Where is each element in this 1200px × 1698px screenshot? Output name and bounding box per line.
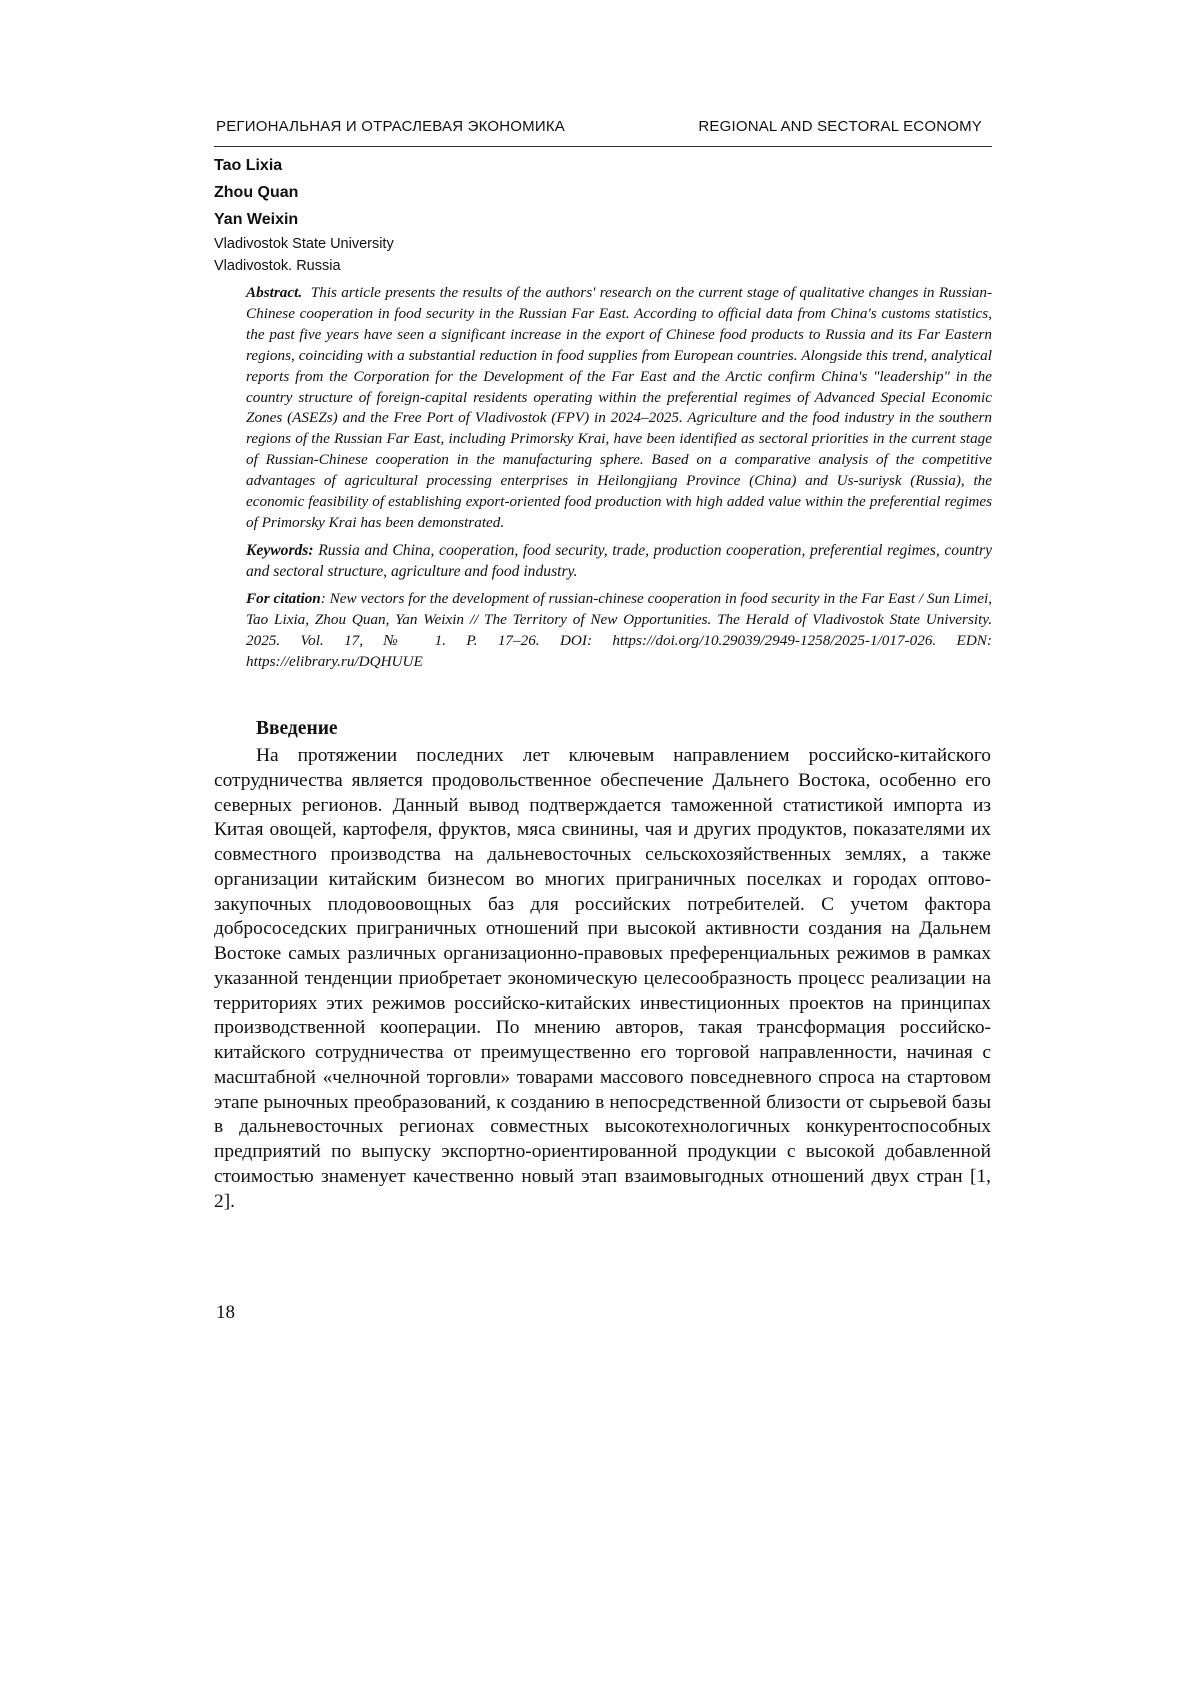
page-number: 18 [216,1302,235,1324]
keywords-label: Keywords: [246,542,314,559]
keywords-paragraph [246,540,992,583]
author-block [214,152,914,277]
body-paragraph: На протяжении последних лет ключевым направлением российско-китайского сотрудничества является продовольственное обеспечение Дальнего Востока, особенно его северных регионов. Данный вывод подтверждается таможенной статистикой импорта из Китая овощей, картофеля, фруктов, мяса свинины, чая и других продуктов, показателями их совместного производства на дальневосточных сельскохозяйственных землях, а также организации китайским бизнесом во многих приграничных поселках и городах оптово-закупочных плодовоовощных баз для российских потребителей. С учетом фактора добрососедских приграничных отношений при высокой активности создания на Дальнем Востоке самых различных организационно-правовых преференциальных режимов в рамках указанной тенденции приобретает экономическую целесообразность процесс реализации на территориях этих режимов российско-китайских инвестиционных проектов на принципах производственной кооперации. По мнению авторов, такая трансформация российско-китайского сотрудничества от преимущественно его торговой направленности, начиная с масштабной «челночной торговли» товарами массового повседневного спроса на стартовом этапе рыночных преобразований, к созданию в непосредственной близости от сырьевой базы в дальневосточных регионах совместных высокотехнологичных конкурентоспособных предприятий по выпуску экспортно-ориентированной продукции с высокой добавленной стоимостью знаменует качественно новый этап взаимовыгодных отношений двух стран [1, 2]. [214,744,991,1214]
citation-paragraph [246,589,992,673]
author-name: Zhou Quan [214,179,914,206]
abstract-label: Abstract. [246,284,302,301]
section-heading: Введение [256,718,338,740]
affiliation-university: Vladivostok State University [214,233,914,255]
running-header [214,116,992,147]
abstract-block [246,283,992,679]
author-name: Yan Weixin [214,206,914,233]
journal-page [0,0,1200,1698]
abstract-paragraph [246,283,992,534]
affiliation-city: Vladivostok. Russia [214,255,914,277]
author-name: Tao Lixia [214,152,914,179]
keywords-text: Russia and China, cooperation, food security, trade, production cooperation, preferential regimes, country and sectoral structure, agriculture and food industry. [246,542,992,581]
header-right: REGIONAL AND SECTORAL ECONOMY [698,118,982,135]
citation-label: For citation [246,590,321,607]
abstract-text: This article presents the results of the authors' research on the current stage of qualitative changes in Russian-Chinese cooperation in food security in the Russian Far East. According to official data from China's customs statistics, the past five years have seen a significant increase in the export of Chinese food products to Russia and its Far Eastern regions, coinciding with a substantial reduction in food supplies from European countries. Alongside this trend, analytical reports from the Corporation for the Development of the Far East and the Arctic confirm China's "leadership" in the country structure of foreign-capital residents operating within the preferential regimes of Advanced Special Economic Zones (ASEZs) and the Free Port of Vladivostok (FPV) in 2024–2025. Agriculture and the food industry in the southern regions of the Russian Far East, including Primorsky Krai, have been identified as sectoral priorities in the current stage of Russian-Chinese cooperation in the manufacturing sphere. Based on a comparative analysis of the competitive advantages of agricultural processing enterprises in Heilongjiang Province (China) and Us-suriysk (Russia), the economic feasibility of establishing export-oriented food production with high added value within the preferential regimes of Primorsky Krai has been demonstrated. [246,284,992,531]
header-left: РЕГИОНАЛЬНАЯ И ОТРАСЛЕВАЯ ЭКОНОМИКА [216,118,565,135]
citation-text: : New vectors for the development of russian-chinese cooperation in food security in the Far East / Sun Limei, Tao Lixia, Zhou Quan, Yan Weixin // The Territory of New Opportunities. The Herald of Vladivostok State University. 2025. Vol. 17, № 1. P. 17–26. DOI: https://doi.org/10.29039/2949-1258/2025-1/017-026. EDN: https://elibrary.ru/DQHUUE [246,590,992,670]
